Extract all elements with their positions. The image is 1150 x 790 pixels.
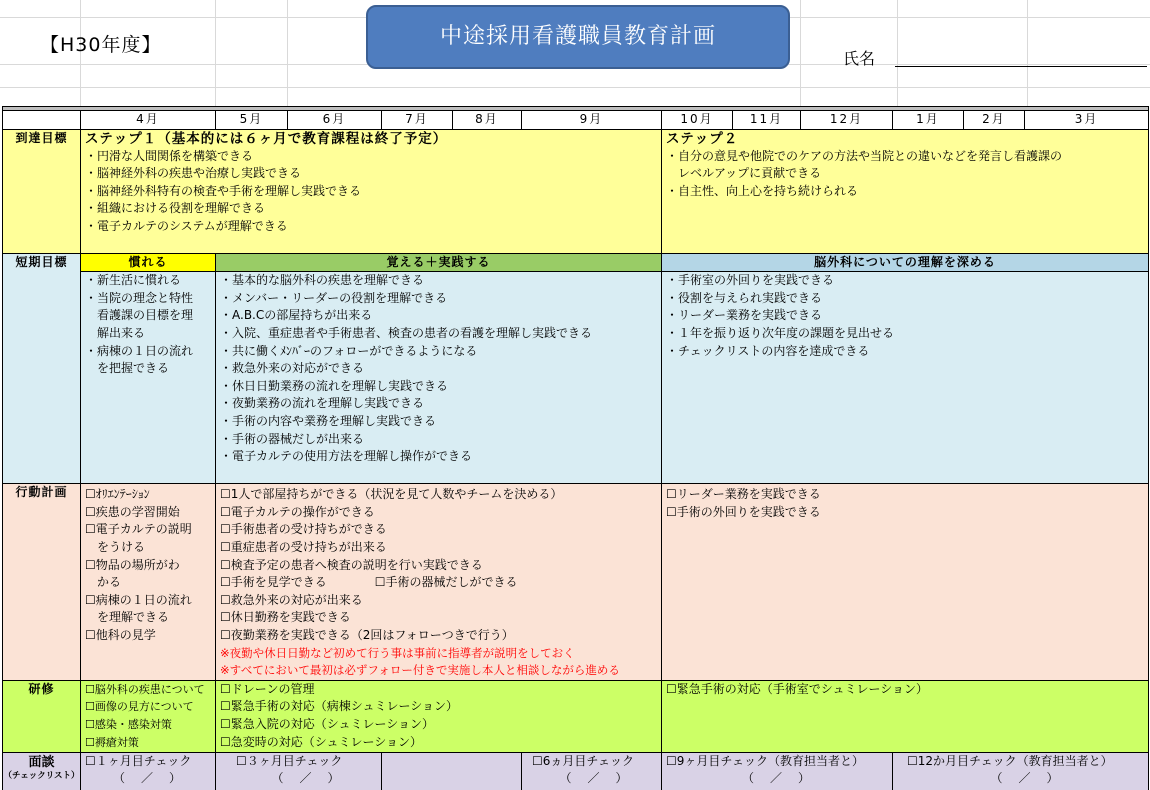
list-item: ・メンバー・リーダーの役割を理解できる	[220, 290, 448, 305]
list-item: ・チェックリストの内容を達成できる	[666, 343, 870, 358]
list-item: ・基本的な脳外科の疾患を理解できる	[220, 273, 425, 288]
list-item: ・脳神経外科の疾患や治療し実践できる	[85, 166, 302, 181]
interview-month6	[522, 752, 662, 790]
list-item: ・入院、重症患者や手術患者、検査の患者の看護を理解し実践できる	[220, 325, 593, 340]
step2-list	[666, 148, 1144, 201]
list-item: ・脳神経外科特有の検査や手術を理解し実践できる	[85, 183, 362, 198]
list-item: ・手術の器械だしが出来る	[220, 431, 365, 446]
checklist-item: を理解できる	[85, 610, 170, 625]
checklist-item: ☐12か月目チェック（教育担当者と）	[907, 753, 1113, 768]
step1-cell	[81, 129, 662, 253]
step1-title: ステップ１（基本的には６ヶ月で教育課程は終了予定）	[85, 130, 448, 147]
row-label-interview: 面談	[28, 754, 55, 770]
checklist-item: ☐手術患者の受け持ちができる	[220, 522, 387, 537]
interview-month12	[893, 752, 1149, 790]
step2-title: ステップ２	[666, 130, 739, 147]
checklist-item: かる	[85, 575, 122, 590]
name-label: 氏名	[843, 49, 876, 68]
list-item: ・リーダー業務を実践できる	[666, 308, 823, 323]
list-item: 解出来る	[85, 325, 146, 340]
action-col3-list	[662, 484, 1149, 681]
list-item: ・新生活に慣れる	[85, 273, 182, 288]
checklist-item: ☐救急外来の対応が出来る	[220, 592, 363, 607]
month-cell: 9月	[522, 111, 662, 130]
list-item: ・自主性、向上心を持ち続けられる	[666, 183, 859, 198]
education-plan-table	[2, 106, 1149, 790]
checklist-item: ☐脳外科の疾患について	[85, 682, 205, 696]
training-row	[3, 680, 1149, 752]
checklist-item: ☐疾患の学習開始	[85, 504, 180, 519]
checklist-item: ☐画像の見方について	[85, 700, 194, 714]
checklist-item: ☐夜勤業務を実践できる（2回はフォローつきで行う）	[220, 627, 514, 642]
checklist-item: ☐褥瘡対策	[85, 735, 139, 749]
fiscal-year-label: 【H30年度】	[40, 34, 162, 56]
row-label-goals: 到達目標	[3, 129, 81, 253]
checklist-item: ☐重症患者の受け持ちが出来る	[220, 539, 387, 554]
note-item: ※夜勤や休日日勤など初めて行う事は事前に指導者が説明をしておく	[220, 645, 575, 660]
checklist-item: ☐電子カルテの操作ができる	[220, 504, 375, 519]
interview-empty	[382, 752, 522, 790]
step1-list	[85, 148, 657, 236]
list-item: ・組織における役割を理解できる	[85, 201, 266, 216]
checklist-item: ☐緊急手術の対応（手術室でシュミレーション）	[666, 681, 929, 696]
checklist-item: ☐9ヶ月目チェック（教育担当者と）	[666, 753, 865, 768]
checklist-item: ☐手術の外回りを実践できる	[666, 504, 821, 519]
month-cell: 4月	[81, 111, 216, 130]
month-header-corner	[3, 111, 81, 130]
month-cell: 11月	[733, 111, 801, 130]
name-field-line	[895, 66, 1147, 67]
list-item: 看護課の目標を理	[85, 308, 194, 323]
phase3-list	[662, 272, 1149, 484]
row-label-short-term: 短期目標	[3, 253, 81, 484]
training-col3-list	[662, 680, 1149, 752]
row-sublabel-checklist: （チェックリスト）	[3, 770, 80, 781]
date-blank: （ ／ ）	[990, 771, 1061, 786]
row-label-interview-cell	[3, 752, 81, 790]
checklist-item: ☐手術を見学できる ☐手術の器械だしができる	[220, 575, 518, 590]
checklist-item: ☐リーダー業務を実践できる	[666, 487, 821, 502]
goals-row	[3, 129, 1149, 253]
checklist-item: ☐病棟の１日の流れ	[85, 592, 192, 607]
row-label-action-plan: 行動計画	[3, 484, 81, 681]
short-term-row	[3, 272, 1149, 484]
phase1-list	[81, 272, 216, 484]
action-plan-row	[3, 484, 1149, 681]
month-cell: 6月	[288, 111, 382, 130]
phase2-title: 覚える＋実践する	[216, 253, 662, 272]
checklist-item: ☐１ヶ月目チェック	[85, 753, 192, 768]
checklist-item: ☐休日勤務を実践できる	[220, 610, 351, 625]
date-blank: （ ／ ）	[112, 771, 183, 786]
phase3-title: 脳外科についての理解を深める	[662, 253, 1149, 272]
checklist-item: をうける	[85, 539, 146, 554]
interview-month1	[81, 752, 216, 790]
step2-cell	[662, 129, 1149, 253]
list-item: ・共に働くﾒﾝﾊﾞｰのフォローができるようになる	[220, 343, 478, 358]
training-col1-list	[81, 680, 216, 752]
checklist-item: ☐緊急入院の対応（シュミレーション）	[220, 716, 435, 731]
note-item: ※すべてにおいて最初は必ずフォロー付きで実施し本人と相談しながら進める	[220, 663, 620, 678]
list-item: ・救急外来の対応ができる	[220, 361, 365, 376]
interview-month9	[662, 752, 893, 790]
month-cell: 8月	[453, 111, 522, 130]
phase2-list	[216, 272, 662, 484]
month-cell: 2月	[964, 111, 1025, 130]
action-col2-list	[216, 484, 662, 681]
month-cell: 12月	[801, 111, 893, 130]
interview-row	[3, 752, 1149, 790]
checklist-item: ☐1人で部屋持ちができる（状況を見て人数やチームを決める）	[220, 487, 563, 502]
list-item: を把握できる	[85, 361, 170, 376]
page-title: 中途採用看護職員教育計画	[366, 5, 790, 69]
short-term-phase-row	[3, 253, 1149, 272]
action-col1-list	[81, 484, 216, 681]
checklist-item: ☐緊急手術の対応（病棟シュミレーション）	[220, 699, 459, 714]
list-item: ・手術室の外回りを実践できる	[666, 273, 835, 288]
month-cell: 10月	[662, 111, 733, 130]
list-item: ・自分の意見や他院でのケアの方法や当院との違いなどを発言し看護課の	[666, 148, 1063, 163]
list-item: ・夜勤業務の流れを理解し実践できる	[220, 396, 425, 411]
month-cell: 5月	[216, 111, 288, 130]
checklist-item: ☐物品の場所がわ	[85, 557, 180, 572]
interview-month3	[216, 752, 382, 790]
date-blank: （ ／ ）	[559, 771, 630, 786]
checklist-item: ☐他科の見学	[85, 627, 156, 642]
checklist-item: ☐検査予定の患者へ検査の説明を行い実践できる	[220, 557, 483, 572]
list-item: レベルアップに貢献できる	[666, 166, 822, 181]
row-label-training: 研修	[3, 680, 81, 752]
checklist-item: ☐感染・感染対策	[85, 717, 172, 731]
month-cell: 3月	[1025, 111, 1149, 130]
date-blank: （ ／ ）	[741, 771, 812, 786]
list-item: ・円滑な人間関係を構築できる	[85, 148, 254, 163]
date-blank: （ ／ ）	[271, 771, 342, 786]
list-item: ・病棟の１日の流れ	[85, 343, 194, 358]
month-header-row	[3, 111, 1149, 130]
checklist-item: ☐３ヶ月目チェック	[236, 753, 343, 768]
checklist-item: ☐急変時の対応（シュミレーション）	[220, 734, 423, 749]
month-cell: 1月	[893, 111, 964, 130]
month-cell: 7月	[382, 111, 453, 130]
checklist-item: ☐ｵﾘｴﾝﾃｰｼｮﾝ	[85, 487, 150, 502]
checklist-item: ☐ドレーンの管理	[220, 681, 315, 696]
list-item: ・当院の理念と特性	[85, 290, 194, 305]
list-item: ・電子カルテのシステムが理解できる	[85, 218, 288, 233]
list-item: ・休日日勤業務の流れを理解し実践できる	[220, 378, 449, 393]
list-item: ・１年を振り返り次年度の課題を見出せる	[666, 325, 895, 340]
training-col2-list	[216, 680, 662, 752]
checklist-item: ☐電子カルテの説明	[85, 522, 192, 537]
list-item: ・電子カルテの使用方法を理解し操作ができる	[220, 449, 473, 464]
list-item: ・A.B.Cの部屋持ちが出来る	[220, 308, 373, 323]
checklist-item: ☐6ヵ月目チェック	[532, 753, 635, 768]
phase1-title: 慣れる	[81, 253, 216, 272]
list-item: ・手術の内容や業務を理解し実践できる	[220, 413, 437, 428]
list-item: ・役割を与えられ実践できる	[666, 290, 823, 305]
